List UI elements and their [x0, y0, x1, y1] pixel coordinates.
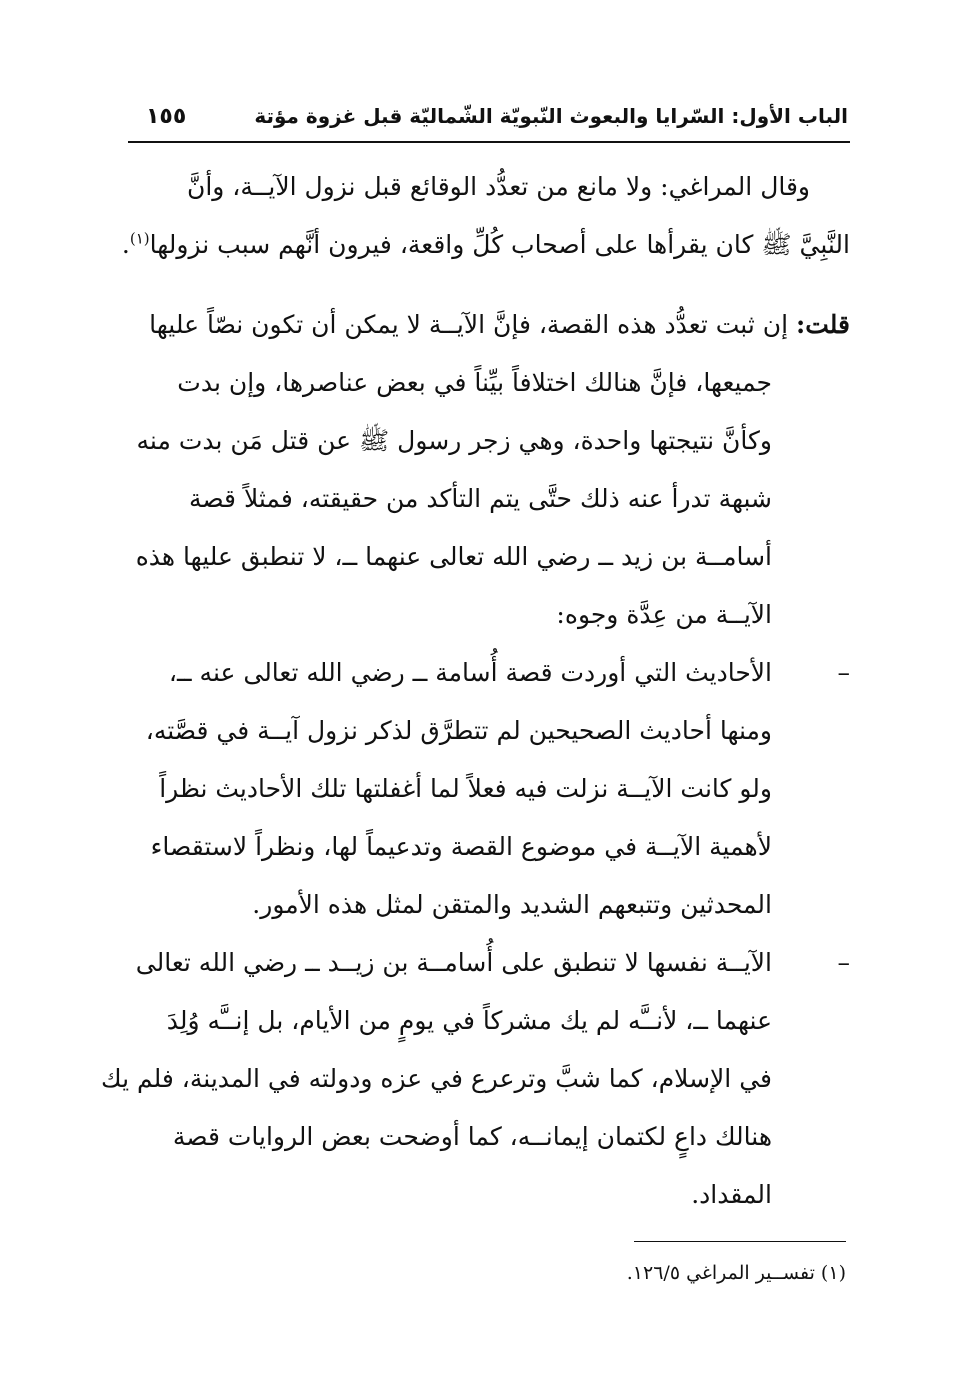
text-run: ولو كانت الآيــة نزلت فيه فعلاً لما أغفلتها تلك الأحاديث نظراً [159, 774, 772, 803]
footnote: (١) تفســير المراغي ١٢٦/٥. [626, 1262, 846, 1284]
bullet1-line [128, 760, 850, 818]
text-run: في الإسلام، كما شبَّ وترعرع في عزه ودولته في المدينة، فلم يك [101, 1064, 772, 1093]
text-run: الآيــة من عِدَّة وجوه: [556, 600, 772, 629]
text-run: المحدثين وتتبعهم الشديد والمتقن لمثل هذه الأمور. [252, 890, 772, 919]
page-header [128, 95, 848, 137]
text-run: النَّبِيَّ ﷺ كان يقرأها على أصحاب كُلِّ واقعة، فيرون أنَّهم سبب نزولها [149, 230, 850, 259]
qult-label: قلت: [795, 310, 850, 339]
main-text [101, 158, 850, 1224]
text-run: وكأنَّ نتيجتها واحدة، وهي زجر رسول ﷺ عن قتل مَن بدت منه [136, 426, 772, 455]
text-run: عنهما ــ، لأنــَّه لم يك مشركاً في يومٍ من الأيام، بل إنــَّه وُلِدَ [166, 1006, 772, 1035]
text-run: . [121, 230, 130, 259]
text-run: جميعها، فإنَّ هنالك اختلافاً بيِّناً في بعض عناصرها، وإن بدت [177, 368, 772, 397]
bullet-marker: – [837, 658, 850, 687]
page-number: ١٥٥ [146, 103, 187, 129]
text-run: إن ثبت تعدُّد هذه القصة، فإنَّ الآيــة لا يمكن أن تكون نصّاً عليها [149, 310, 796, 339]
paragraph2-line [128, 354, 850, 412]
bullet2-line [101, 1050, 850, 1108]
bullet1-line [128, 702, 850, 760]
bullet2-line [128, 934, 850, 992]
bullet1-line [128, 818, 850, 876]
footnote-rule [634, 1241, 846, 1242]
bullet1-line [128, 876, 850, 934]
text-run: لأهمية الآيــة في موضوع القصة وتدعيماً لها، ونظراً لاستقصاء [150, 832, 772, 861]
text-run: شبهة تدرأ عنه ذلك حتَّى يتم التأكد من حقيقته، فمثلاً قصة [188, 484, 772, 513]
footnote-ref: (١) [129, 229, 150, 248]
bullet1-line [128, 644, 850, 702]
bullet2-line [128, 992, 850, 1050]
paragraph1-line [128, 158, 850, 216]
text-run: هنالك داعٍ لكتمان إيمانــه، كما أوضحت بعض الروايات قصة [172, 1122, 772, 1151]
text-run: وقال المراغي: ولا مانع من تعدُّد الوقائع قبل نزول الآيــة، وأنَّ [186, 172, 810, 201]
bullet2-line [128, 1108, 850, 1166]
text-run: أسامــة بن زيد ــ رضي الله تعالى عنهما ــ، لا تنطبق عليها هذه [135, 542, 772, 571]
paragraph2-line [128, 586, 850, 644]
header-rule [128, 141, 850, 143]
paragraph2-line [128, 412, 850, 470]
running-title: الباب الأول: السّرايا والبعوث النّبويّة الشّماليّة قبل غزوة مؤتة [254, 104, 848, 128]
paragraph2-line [128, 296, 850, 354]
paragraph2-line [128, 470, 850, 528]
bullet-marker: – [837, 948, 850, 977]
text-run: الآيــة نفسها لا تنطبق على أُسامــة بن زيــد ــ رضي الله تعالى [135, 948, 772, 977]
text-run: ومنها أحاديث الصحيحين لم تتطرَّق لذكر نزول آيــة في قصَّته، [145, 716, 772, 745]
paragraph2-line [128, 528, 850, 586]
text-run: المقداد. [691, 1180, 772, 1209]
bullet2-line [128, 1166, 850, 1224]
paragraph1-line [121, 216, 850, 274]
text-run: الأحاديث التي أوردت قصة أُسامة ــ رضي الله تعالى عنه ــ، [168, 658, 772, 687]
